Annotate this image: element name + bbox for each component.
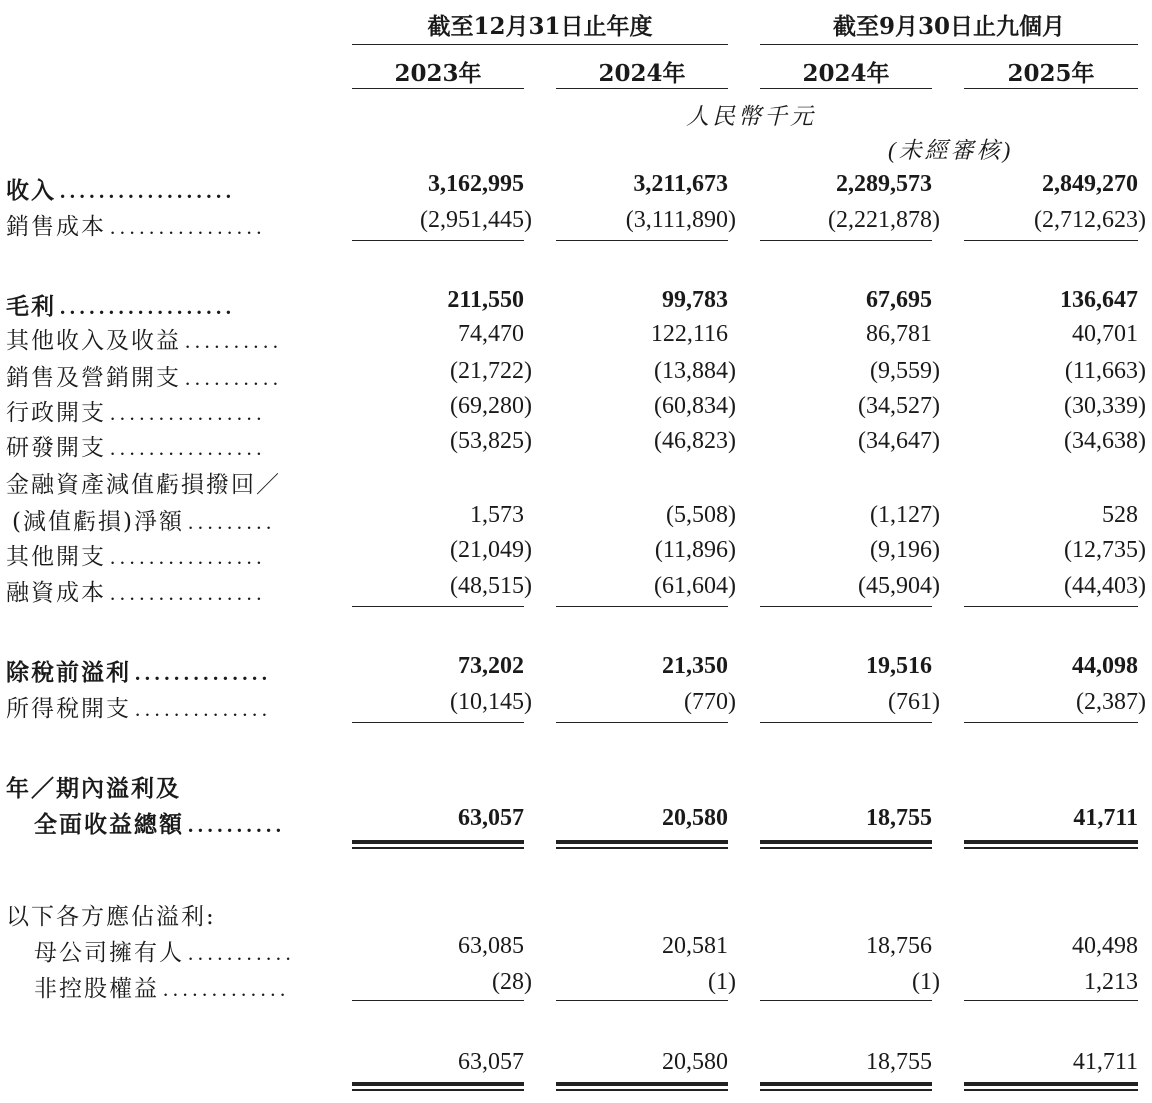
value-cell: 63,085 — [458, 933, 524, 959]
value-cell: 1,213 — [1084, 969, 1138, 995]
value-cell: (5,508) — [666, 502, 736, 528]
row-label — [34, 970, 290, 1003]
subtotal-rule — [352, 1000, 524, 1001]
value-cell: (11,896) — [654, 537, 736, 563]
row-label-text: 銷售及營銷開支 — [6, 365, 181, 391]
value-cell: 74,470 — [458, 321, 524, 347]
value-cell: (28) — [492, 969, 532, 995]
value-cell: 41,711 — [1072, 1049, 1138, 1075]
year-rule — [556, 88, 728, 89]
value-cell: 40,498 — [1072, 933, 1138, 959]
header-full-year: 截至12月31日止年度 — [427, 13, 653, 40]
value-cell: (69,280) — [450, 393, 532, 419]
value-cell: 528 — [1102, 502, 1138, 528]
leader-dots: .................. — [60, 295, 236, 319]
value-cell: 2,289,573 — [836, 171, 932, 197]
value-cell: (21,049) — [450, 537, 532, 563]
row-label-text: 除稅前溢利 — [6, 659, 131, 686]
value-cell: 2,849,270 — [1042, 171, 1138, 197]
value-cell: (3,111,890) — [625, 207, 736, 233]
row-label — [34, 934, 295, 967]
leader-dots: .......... — [188, 813, 286, 837]
value-cell: 20,580 — [662, 805, 728, 831]
subtotal-rule — [556, 240, 728, 241]
row-label-text: 其他開支 — [6, 544, 106, 570]
subtotal-rule — [556, 1000, 728, 1001]
value-cell: 136,647 — [1060, 287, 1138, 313]
total-double-rule — [760, 840, 932, 849]
total-double-rule — [352, 1082, 524, 1091]
value-cell: 3,211,673 — [633, 171, 728, 197]
row-label — [6, 394, 266, 427]
value-cell: (45,904) — [858, 573, 940, 599]
leader-dots: ................ — [110, 215, 266, 239]
row-label — [6, 690, 272, 723]
value-cell: (60,834) — [654, 393, 736, 419]
value-cell: (2,387) — [1076, 689, 1146, 715]
value-cell: 211,550 — [447, 287, 524, 313]
value-cell: (61,604) — [654, 573, 736, 599]
subtotal-rule — [556, 606, 728, 607]
subtotal-rule — [760, 606, 932, 607]
year-header: 2024年 — [598, 60, 686, 87]
row-label-text: 收入 — [6, 177, 56, 204]
row-label-text: 金融資產減值虧損撥回／ — [6, 472, 281, 498]
value-cell: 122,116 — [650, 321, 728, 347]
year-header: 2025年 — [1007, 60, 1095, 87]
value-cell: (34,638) — [1064, 428, 1146, 454]
total-double-rule — [964, 1082, 1138, 1091]
header-group-rule — [352, 44, 728, 45]
value-cell: 19,516 — [866, 653, 932, 679]
value-cell: 20,580 — [662, 1049, 728, 1075]
value-cell: 18,755 — [866, 805, 932, 831]
row-label-text: 銷售成本 — [6, 214, 106, 240]
subtotal-rule — [352, 606, 524, 607]
leader-dots: .............. — [135, 697, 272, 721]
value-cell: (1) — [912, 969, 940, 995]
leader-dots: .............. — [135, 661, 272, 685]
value-cell: 73,202 — [458, 653, 524, 679]
value-cell: (12,735) — [1064, 537, 1146, 563]
value-cell: (30,339) — [1064, 393, 1146, 419]
header-group-rule — [760, 44, 1138, 45]
row-label-text: 年／期內溢利及 — [6, 775, 181, 802]
value-cell: 18,755 — [866, 1049, 932, 1075]
total-double-rule — [556, 1082, 728, 1091]
row-label-text: (減值虧損)淨額 — [12, 509, 184, 535]
row-label-text: 研發開支 — [6, 435, 106, 461]
value-cell: 41,711 — [1073, 805, 1138, 831]
value-cell: 67,695 — [866, 287, 932, 313]
row-label-text: 非控股權益 — [34, 976, 159, 1002]
value-cell: (2,951,445) — [420, 207, 532, 233]
year-header: 2023年 — [394, 60, 482, 87]
row-label — [12, 503, 276, 536]
subtotal-rule — [760, 240, 932, 241]
leader-dots: .................. — [60, 179, 236, 203]
leader-dots: ................ — [110, 401, 266, 425]
value-cell: (9,196) — [870, 537, 940, 563]
subtotal-rule — [760, 1000, 932, 1001]
subtotal-rule — [964, 240, 1138, 241]
subtotal-rule — [964, 1000, 1138, 1001]
row-label — [6, 770, 185, 803]
row-label-text: 其他收入及收益 — [6, 328, 181, 354]
value-cell: (34,527) — [858, 393, 940, 419]
leader-dots: ................ — [110, 581, 266, 605]
value-cell: (21,722) — [450, 358, 532, 384]
subtotal-rule — [964, 606, 1138, 607]
row-label — [6, 898, 220, 931]
leader-dots: ........... — [188, 941, 296, 965]
total-double-rule — [352, 840, 524, 849]
total-double-rule — [760, 1082, 932, 1091]
value-cell: (46,823) — [654, 428, 736, 454]
value-cell: 1,573 — [470, 502, 524, 528]
value-cell: 99,783 — [662, 287, 728, 313]
value-cell: (10,145) — [450, 689, 532, 715]
value-cell: (770) — [684, 689, 736, 715]
subtotal-rule — [760, 722, 932, 723]
row-label — [6, 288, 236, 321]
value-cell: (11,663) — [1064, 358, 1146, 384]
value-cell: (761) — [888, 689, 940, 715]
value-cell: 20,581 — [662, 933, 728, 959]
row-label — [6, 322, 283, 355]
value-cell: 44,098 — [1072, 653, 1138, 679]
year-header: 2024年 — [802, 60, 890, 87]
row-label — [6, 208, 266, 241]
header-nine-months: 截至9月30日止九個月 — [832, 13, 1065, 40]
row-label-text: 行政開支 — [6, 400, 106, 426]
row-label — [6, 538, 266, 571]
total-double-rule — [964, 840, 1138, 849]
row-label — [6, 574, 266, 607]
row-label — [6, 359, 283, 392]
total-double-rule — [556, 840, 728, 849]
row-label-text: 以下各方應佔溢利: — [6, 904, 216, 930]
year-rule — [352, 88, 524, 89]
row-label-text: 母公司擁有人 — [34, 940, 184, 966]
row-label-text: 所得稅開支 — [6, 696, 131, 722]
leader-dots: ................ — [110, 545, 266, 569]
value-cell: (2,712,623) — [1034, 207, 1146, 233]
value-cell: (13,884) — [654, 358, 736, 384]
value-cell: (1) — [708, 969, 736, 995]
value-cell: (34,647) — [858, 428, 940, 454]
row-label — [6, 654, 272, 687]
row-label — [6, 1050, 10, 1076]
currency-note: 人民幣千元 — [686, 104, 816, 129]
subtotal-rule — [352, 240, 524, 241]
leader-dots: ................ — [110, 436, 266, 460]
value-cell: 21,350 — [662, 653, 728, 679]
subtotal-rule — [964, 722, 1138, 723]
value-cell: 63,057 — [458, 1049, 524, 1075]
value-cell: 40,701 — [1072, 321, 1138, 347]
value-cell: 3,162,995 — [428, 171, 524, 197]
leader-dots: ............. — [163, 977, 290, 1001]
value-cell: (53,825) — [450, 428, 532, 454]
year-rule — [760, 88, 932, 89]
value-cell: 18,756 — [866, 933, 932, 959]
value-cell: (44,403) — [1064, 573, 1146, 599]
leader-dots: .......... — [185, 329, 283, 353]
leader-dots: ......... — [187, 510, 276, 534]
subtotal-rule — [556, 722, 728, 723]
value-cell: (2,221,878) — [828, 207, 940, 233]
value-cell: (48,515) — [450, 573, 532, 599]
value-cell: (9,559) — [870, 358, 940, 384]
year-rule — [964, 88, 1138, 89]
row-label — [6, 172, 236, 205]
row-label-text: 全面收益總額 — [34, 811, 184, 838]
row-label — [6, 466, 285, 499]
row-label-text: 融資成本 — [6, 580, 106, 606]
value-cell: 86,781 — [866, 321, 932, 347]
value-cell: (1,127) — [870, 502, 940, 528]
value-cell: 63,057 — [458, 805, 524, 831]
subtotal-rule — [352, 722, 524, 723]
leader-dots: .......... — [185, 366, 283, 390]
row-label-text: 毛利 — [6, 293, 56, 320]
row-label — [34, 806, 286, 839]
unaudited-note: (未經審核) — [888, 138, 1014, 163]
row-label — [6, 429, 266, 462]
